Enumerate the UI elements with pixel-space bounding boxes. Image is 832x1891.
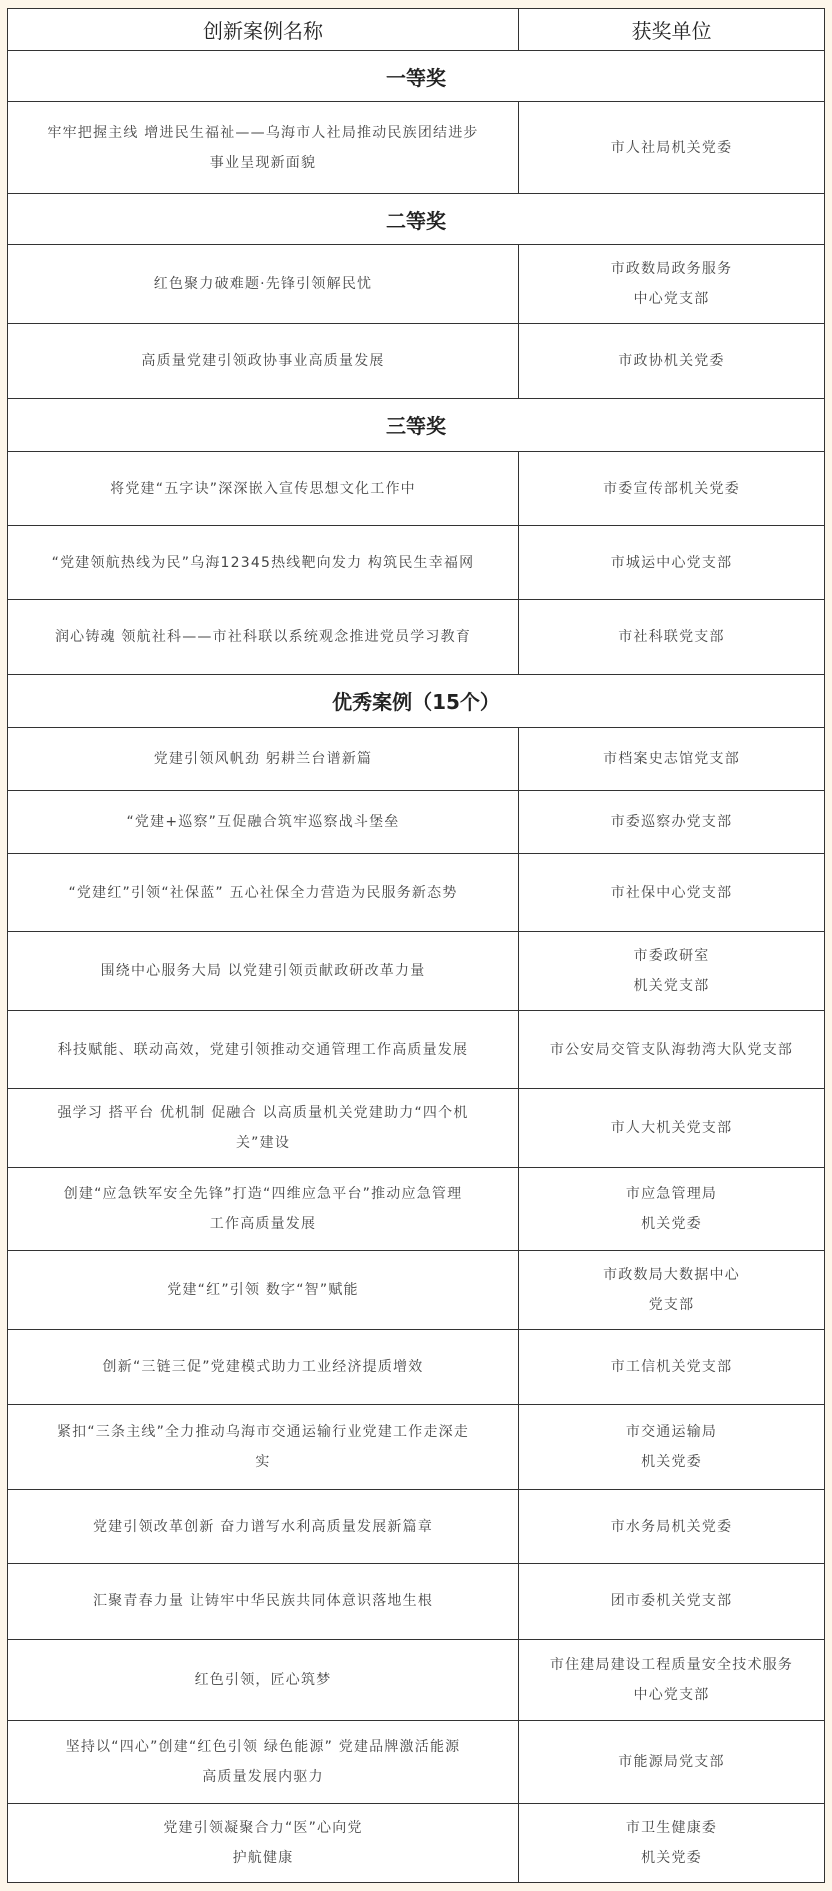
case-name-cell [8,854,519,932]
table-row [8,324,825,398]
case-name-line: 护航健康 [232,1849,294,1866]
award-unit-line: 市社保中心党支部 [610,884,733,901]
award-unit-header: 获奖单位 [519,9,825,51]
award-unit-line: 市政数局大数据中心 [603,1266,740,1283]
award-unit-cell [519,1564,825,1639]
case-name-line: 高质量党建引领政协事业高质量发展 [141,353,385,370]
case-name-header: 创新案例名称 [8,9,519,51]
header-row [8,9,825,51]
award-unit-line: 市社科联党支部 [618,628,725,645]
table-row [8,1329,825,1404]
award-unit-line: 机关党委 [641,1215,702,1232]
table-row [8,1803,825,1882]
award-unit-cell [519,1721,825,1804]
case-name-line: 强学习 搭平台 优机制 促融合 以高质量机关党建助力“四个机 [57,1105,469,1122]
case-name-line: 润心铸魂 领航社科——市社科联以系统观念推进党员学习教育 [54,628,472,645]
award-unit-cell [519,1168,825,1251]
award-unit-cell [519,1405,825,1490]
case-name-cell [8,526,519,600]
award-unit-cell [519,526,825,600]
award-unit-line: 机关党委 [641,1849,702,1866]
award-unit-line: 市委巡察办党支部 [610,814,733,831]
case-name-cell [8,728,519,791]
award-unit-line: 中心党支部 [633,1686,710,1703]
section-row [8,674,825,727]
award-unit-cell [519,1803,825,1882]
award-unit-line: 机关党委 [641,1454,702,1471]
award-unit-cell [519,854,825,932]
table-row [8,1639,825,1720]
section-title: 二等奖 [8,194,825,245]
section-title: 优秀案例（15个） [8,674,825,727]
award-unit-line: 市工信机关党支部 [610,1358,733,1375]
table-row [8,1168,825,1251]
case-name-cell [8,1011,519,1089]
award-unit-line: 市政协机关党委 [618,353,725,370]
case-name-line: 汇聚青春力量 让铸牢中华民族共同体意识落地生根 [92,1593,434,1610]
award-unit-cell [519,1250,825,1329]
table-row [8,791,825,854]
case-name-cell [8,1564,519,1639]
award-unit-line: 市水务局机关党委 [610,1518,733,1535]
award-unit-cell [519,245,825,324]
case-name-line: 党建“红”引领 数字“智”赋能 [167,1281,359,1298]
case-name-line: 坚持以“四心”创建“红色引领 绿色能源” 党建品牌激活能源 [65,1738,461,1755]
case-name-line: 创建“应急铁军安全先锋”打造“四维应急平台”推动应急管理 [63,1185,463,1202]
award-unit-line: 市政数局政务服务 [610,261,733,278]
case-name-cell [8,1721,519,1804]
award-unit-line: 市交通运输局 [625,1424,718,1441]
table-row [8,600,825,674]
case-name-line: 围绕中心服务大局 以党建引领贡献政研改革力量 [100,963,426,980]
award-unit-cell [519,1490,825,1564]
award-unit-line: 市能源局党支部 [618,1753,725,1770]
table-row [8,1250,825,1329]
award-unit-line: 市住建局建设工程质量安全技术服务 [549,1656,794,1673]
award-unit-cell [519,1089,825,1168]
case-name-cell [8,1329,519,1404]
table-row [8,932,825,1011]
case-name-line: 工作高质量发展 [209,1215,317,1232]
award-unit-cell [519,324,825,398]
award-unit-cell [519,1639,825,1720]
case-name-cell [8,1639,519,1720]
award-unit-line: 市应急管理局 [625,1185,718,1202]
table-row [8,102,825,194]
award-unit-line: 市公安局交管支队海勃湾大队党支部 [549,1041,794,1058]
case-name-cell [8,932,519,1011]
award-unit-line: 市卫生健康委 [625,1819,718,1836]
table-row [8,452,825,526]
section-row [8,398,825,451]
award-unit-line: 市人社局机关党委 [610,139,733,156]
case-name-line: 创新“三链三促”党建模式助力工业经济提质增效 [102,1358,424,1375]
table-row [8,1721,825,1804]
case-name-line: 紧扣“三条主线”全力推动乌海市交通运输行业党建工作走深走 [56,1424,470,1441]
case-name-line: “党建红”引领“社保蓝” 五心社保全力营造为民服务新态势 [68,884,458,901]
case-name-cell [8,102,519,194]
section-row [8,51,825,102]
award-table-body [8,51,825,1883]
table-row [8,245,825,324]
case-name-line: 高质量发展内驱力 [202,1768,324,1785]
table-row [8,854,825,932]
case-name-line: 党建引领改革创新 奋力谱写水利高质量发展新篇章 [92,1518,434,1535]
table-row [8,728,825,791]
award-unit-line: 市委宣传部机关党委 [603,480,740,497]
case-name-cell [8,600,519,674]
table-row [8,1564,825,1639]
award-unit-cell [519,600,825,674]
section-title: 一等奖 [8,51,825,102]
award-unit-line: 机关党支部 [633,978,710,995]
award-unit-line: 中心党支部 [633,291,710,308]
award-unit-cell [519,452,825,526]
case-name-cell [8,1250,519,1329]
case-name-line: 红色聚力破难题·先锋引领解民忧 [153,276,373,293]
award-unit-line: 市人大机关党支部 [610,1120,733,1137]
award-unit-line: 团市委机关党支部 [610,1593,733,1610]
case-name-line: 将党建“五字诀”深深嵌入宣传思想文化工作中 [110,480,416,497]
table-row [8,1089,825,1168]
case-name-cell [8,1490,519,1564]
award-unit-cell [519,932,825,1011]
award-unit-line: 市城运中心党支部 [610,554,733,571]
case-name-cell [8,1405,519,1490]
case-name-line: 红色引领，匠心筑梦 [194,1671,332,1688]
award-table [7,8,825,1883]
case-name-line: 实 [255,1454,271,1471]
case-name-cell [8,324,519,398]
case-name-cell [8,245,519,324]
case-name-cell [8,1089,519,1168]
case-name-line: 关”建设 [235,1135,291,1152]
award-unit-line: 市委政研室 [633,948,710,965]
table-row [8,1011,825,1089]
case-name-line: “党建领航热线为民”乌海12345热线靶向发力 构筑民生幸福网 [51,554,475,571]
case-name-line: 党建引领凝聚合力“医”心向党 [163,1819,363,1836]
award-unit-line: 市档案史志馆党支部 [603,751,740,768]
section-row [8,194,825,245]
table-row [8,526,825,600]
case-name-cell [8,452,519,526]
case-name-cell [8,791,519,854]
case-name-line: 牢牢把握主线 增进民生福祉——乌海市人社局推动民族团结进步 [47,124,479,141]
case-name-line: 科技赋能、联动高效，党建引领推动交通管理工作高质量发展 [57,1041,469,1058]
award-unit-cell [519,102,825,194]
award-unit-cell [519,791,825,854]
case-name-cell [8,1168,519,1251]
table-row [8,1490,825,1564]
award-unit-line: 党支部 [648,1296,695,1313]
table-row [8,1405,825,1490]
case-name-line: “党建+巡察”互促融合筑牢巡察战斗堡垒 [126,814,400,831]
award-unit-cell [519,1329,825,1404]
award-unit-cell [519,1011,825,1089]
case-name-line: 事业呈现新面貌 [209,154,317,171]
case-name-cell [8,1803,519,1882]
award-unit-cell [519,728,825,791]
section-title: 三等奖 [8,398,825,451]
case-name-line: 党建引领风帆劲 躬耕兰台谱新篇 [153,751,373,768]
